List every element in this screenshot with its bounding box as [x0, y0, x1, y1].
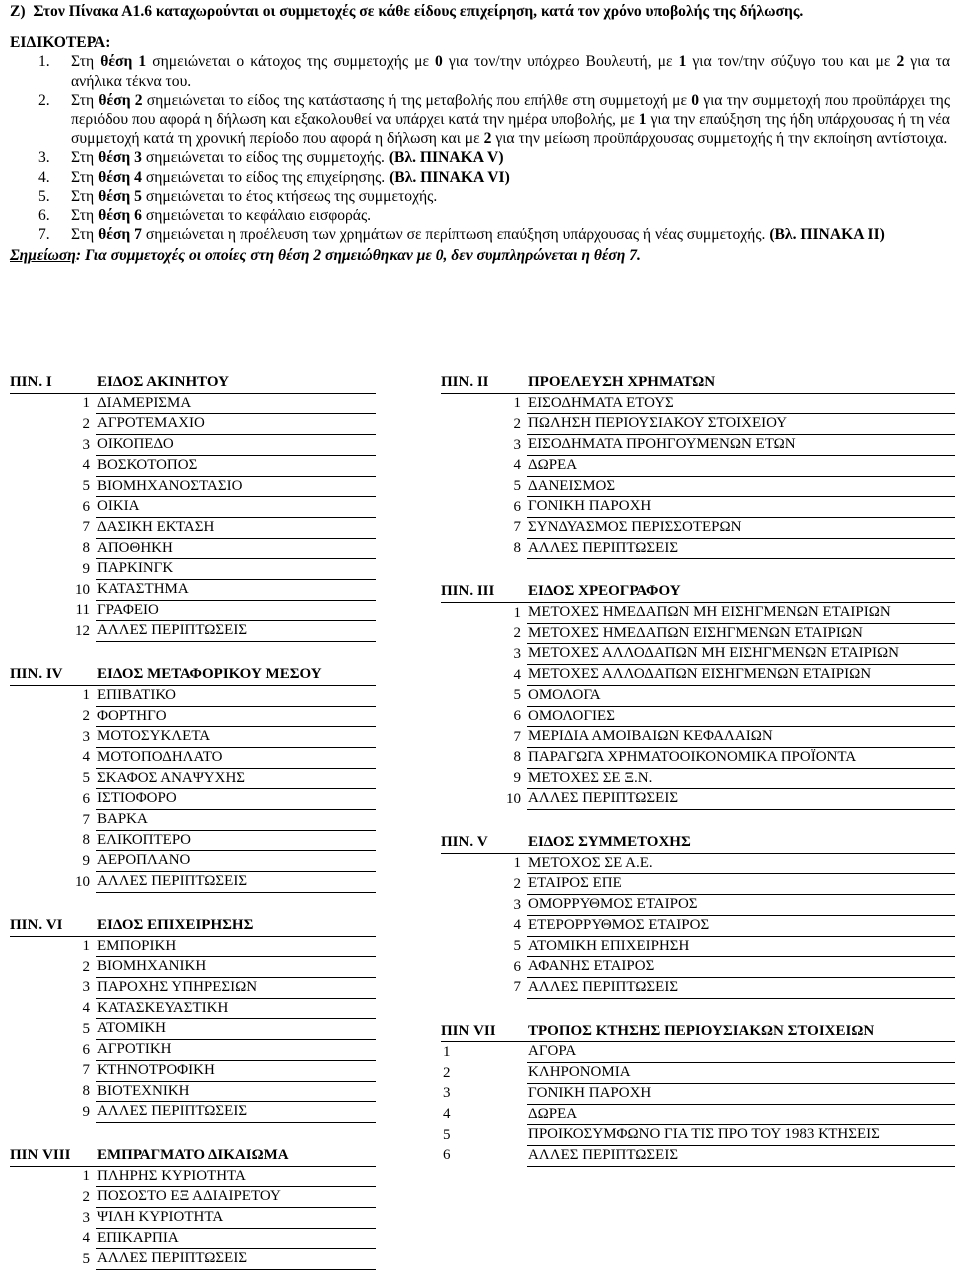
row-code: 5	[82, 478, 90, 495]
instruction-num: 7.	[38, 226, 50, 244]
row-code: 3	[513, 436, 521, 453]
row-label: ΒΟΣΚΟΤΟΠΟΣ	[96, 455, 376, 476]
row-label: ΜΕΤΟΧΕΣ ΑΛΛΟΔΑΠΩΝ ΕΙΣΗΓΜΕΝΩΝ ΕΤΑΙΡΙΩΝ	[527, 665, 955, 686]
instruction-item	[10, 52, 950, 90]
row-code: 3	[443, 1085, 451, 1102]
row-code: 6	[513, 708, 521, 725]
instruction-pre: Στη	[71, 149, 99, 167]
instruction-pre: Στη	[71, 187, 99, 205]
row-label: ΔΑΣΙΚΗ ΕΚΤΑΣΗ	[96, 517, 376, 538]
table-row	[10, 1228, 376, 1249]
code-table	[441, 373, 955, 1167]
row-code: 7	[513, 728, 521, 745]
instruction-text: σημειώνεται το είδος της συμμετοχής.	[141, 149, 389, 167]
intro-section	[10, 2, 950, 266]
instruction-item	[10, 206, 950, 225]
row-code: 2	[82, 415, 90, 432]
table-row	[10, 830, 376, 851]
instruction-key: θέση 4	[98, 168, 142, 186]
row-code: 7	[513, 519, 521, 536]
table-id: ΠΙΝ. V	[441, 833, 527, 853]
code-tables-right	[441, 373, 955, 1167]
row-label: ΜΕΤΟΧΕΣ ΣΕ Ξ.Ν.	[527, 768, 955, 789]
instruction-mid2: για τον/την υπόχρεο Βουλευτή, με	[442, 53, 679, 71]
instruction-mid1: σημειώνεται ο κάτοχος της συμμετοχής με	[146, 53, 436, 71]
instruction-num: 5.	[38, 187, 50, 205]
instruction-list	[10, 52, 950, 244]
row-label: ΕΜΠΟΡΙΚΗ	[96, 936, 376, 957]
row-label: ΑΕΡΟΠΛΑΝΟ	[96, 851, 376, 872]
row-code: 10	[75, 581, 90, 598]
row-code: 6	[513, 958, 521, 975]
instruction-key: θέση 1	[100, 53, 147, 71]
table-row	[441, 789, 955, 810]
table-row	[10, 872, 376, 893]
table-spacer	[10, 892, 376, 916]
row-label: ΜΟΤΟΣΥΚΛΕΤΑ	[96, 727, 376, 748]
row-code: 6	[82, 498, 90, 515]
table-row	[441, 1145, 955, 1166]
row-code: 5	[82, 1250, 90, 1267]
table-header	[10, 916, 376, 936]
table-id: ΠΙΝ. ΙΙ	[441, 373, 527, 393]
instruction-ref: (Βλ. ΠΙΝΑΚΑ ΙΙ)	[769, 226, 885, 244]
row-label: ΠΟΣΟΣΤΟ ΕΞ ΑΔΙΑΙΡΕΤΟΥ	[96, 1187, 376, 1208]
table-row	[441, 623, 955, 644]
instruction-item	[10, 187, 950, 206]
table-row	[10, 1208, 376, 1229]
instruction-key: θέση 5	[98, 187, 142, 205]
table-row	[10, 957, 376, 978]
row-code: 7	[82, 811, 90, 828]
row-label: ΒΙΟΜΗΧΑΝΙΚΗ	[96, 957, 376, 978]
instruction-item	[10, 148, 950, 167]
instruction-key: θέση 6	[98, 207, 142, 225]
row-label: ΑΤΟΜΙΚΗ ΕΠΙΧΕΙΡΗΣΗ	[527, 936, 955, 957]
instruction-pre: Στη	[71, 168, 99, 186]
table-id: ΠΙΝ VII	[441, 1022, 527, 1042]
row-label: ΒΑΡΚΑ	[96, 810, 376, 831]
row-label: ΕΤΑΙΡΟΣ ΕΠΕ	[527, 874, 955, 895]
row-label: ΒΙΟΜΗΧΑΝΟΣΤΑΣΙΟ	[96, 476, 376, 497]
table-row	[441, 455, 955, 476]
table-row	[10, 1249, 376, 1270]
instruction-key: θέση 3	[98, 149, 142, 167]
table-row	[10, 559, 376, 580]
row-label: ΟΜΟΡΡΥΘΜΟΣ ΕΤΑΙΡΟΣ	[527, 895, 955, 916]
table-row	[441, 706, 955, 727]
row-code: 5	[82, 1020, 90, 1037]
instruction-item	[10, 168, 950, 187]
table-row	[10, 810, 376, 831]
row-label: ΕΠΙΒΑΤΙΚΟ	[96, 685, 376, 706]
table-row	[441, 1083, 955, 1104]
instruction-v0: 0	[435, 53, 443, 71]
row-label: ΠΑΡΚΙΝΓΚ	[96, 559, 376, 580]
row-code: 1	[513, 395, 521, 412]
row-code: 1	[513, 604, 521, 621]
table-row	[10, 998, 376, 1019]
instruction-v1: 1	[638, 111, 647, 129]
row-code: 2	[82, 958, 90, 975]
row-label: ΚΑΤΑΣΚΕΥΑΣΤΙΚΗ	[96, 998, 376, 1019]
row-label: ΜΕΤΟΧΕΣ ΗΜΕΔΑΠΩΝ ΕΙΣΗΓΜΕΝΩΝ ΕΤΑΙΡΙΩΝ	[527, 623, 955, 644]
table-title: ΕΙΔΟΣ ΣΥΜΜΕΤΟΧΗΣ	[527, 833, 955, 853]
row-code: 5	[513, 938, 521, 955]
instruction-ref: (Βλ. ΠΙΝΑΚΑ V)	[388, 149, 504, 167]
row-label: ΟΜΟΛΟΓΑ	[527, 685, 955, 706]
row-code: 7	[82, 1062, 90, 1079]
row-code: 4	[443, 1106, 451, 1122]
row-code: 4	[513, 457, 521, 474]
table-spacer	[10, 1122, 376, 1146]
table-row	[10, 1166, 376, 1187]
table-row	[10, 600, 376, 621]
row-label: ΜΕΡΙΔΙΑ ΑΜΟΙΒΑΙΩΝ ΚΕΦΑΛΑΙΩΝ	[527, 727, 955, 748]
row-label: ΑΛΛΕΣ ΠΕΡΙΠΤΩΣΕΙΣ	[527, 1145, 955, 1166]
instruction-text: σημειώνεται το έτος κτήσεως της συμμετοχής.	[141, 187, 438, 205]
row-code: 1	[443, 1043, 451, 1060]
table-id: ΠΙΝ. VI	[10, 916, 96, 936]
row-label: ΕΙΣΟΔΗΜΑΤΑ ΕΤΟΥΣ	[527, 393, 955, 414]
row-label: ΚΑΤΑΣΤΗΜΑ	[96, 580, 376, 601]
row-label: ΠΛΗΡΗΣ ΚΥΡΙΟΤΗΤΑ	[96, 1166, 376, 1187]
table-row	[10, 476, 376, 497]
table-row	[10, 706, 376, 727]
row-code: 6	[513, 498, 521, 515]
table-header	[10, 1146, 376, 1166]
table-title: ΕΙΔΟΣ ΧΡΕΟΓΡΑΦΟΥ	[527, 582, 955, 602]
row-code: 1	[82, 938, 90, 955]
table-spacer	[441, 998, 955, 1022]
instruction-ref: (Βλ. ΠΙΝΑΚΑ VI)	[389, 168, 510, 186]
table-row	[10, 685, 376, 706]
instruction-pre: Στη	[71, 91, 99, 109]
table-row	[10, 747, 376, 768]
row-code: 3	[82, 728, 90, 745]
row-label: ΓΡΑΦΕΙΟ	[96, 600, 376, 621]
table-row	[10, 393, 376, 414]
instruction-num: 4.	[38, 168, 50, 186]
row-code: 1	[513, 855, 521, 872]
row-code: 4	[82, 1000, 90, 1017]
instruction-num: 3.	[38, 149, 50, 167]
row-code: 9	[82, 1103, 90, 1120]
row-label: ΑΛΛΕΣ ΠΕΡΙΠΤΩΣΕΙΣ	[96, 1249, 376, 1270]
row-code: 5	[513, 478, 521, 495]
row-label: ΦΟΡΤΗΓΟ	[96, 706, 376, 727]
row-code: 10	[506, 790, 521, 807]
row-code: 8	[513, 540, 521, 557]
row-code: 7	[513, 979, 521, 996]
row-label: ΓΟΝΙΚΗ ΠΑΡΟΧΗ	[527, 1083, 955, 1104]
note	[10, 246, 950, 265]
table-id: ΠΙΝ VIII	[10, 1146, 96, 1166]
row-label: ΑΛΛΕΣ ΠΕΡΙΠΤΩΣΕΙΣ	[96, 1102, 376, 1123]
table-header	[10, 373, 376, 393]
table-row	[10, 1060, 376, 1081]
table-row	[441, 1104, 955, 1125]
row-label: ΑΛΛΕΣ ΠΕΡΙΠΤΩΣΕΙΣ	[527, 538, 955, 559]
table-row	[10, 497, 376, 518]
row-label: ΙΣΤΙΟΦΟΡΟ	[96, 789, 376, 810]
table-row	[10, 517, 376, 538]
table-row	[10, 977, 376, 998]
row-code: 6	[82, 790, 90, 807]
table-title: ΠΡΟΕΛΕΥΣΗ ΧΡΗΜΑΤΩΝ	[527, 373, 955, 393]
table-row	[441, 1125, 955, 1146]
instruction-num: 1.	[38, 53, 50, 71]
row-label: ΑΤΟΜΙΚΗ	[96, 1019, 376, 1040]
table-title: ΕΙΔΟΣ ΕΠΙΧΕΙΡΗΣΗΣ	[96, 916, 376, 936]
instruction-item	[10, 225, 950, 244]
table-title: ΕΙΔΟΣ ΜΕΤΑΦΟΡΙΚΟΥ ΜΕΣΟΥ	[96, 665, 376, 685]
row-label: ΓΟΝΙΚΗ ΠΑΡΟΧΗ	[527, 497, 955, 518]
table-row	[10, 538, 376, 559]
table-spacer	[441, 559, 955, 583]
row-label: ΟΙΚΟΠΕΔΟ	[96, 435, 376, 456]
section-heading: ΕΙΔΙΚΟΤΕΡΑ:	[10, 34, 111, 52]
instruction-text: σημειώνεται το είδος της επιχείρησης.	[141, 168, 390, 186]
table-row	[441, 1063, 955, 1084]
row-code: 5	[513, 687, 521, 704]
row-label: ΑΛΛΕΣ ΠΕΡΙΠΤΩΣΕΙΣ	[96, 621, 376, 642]
row-label: ΑΓΟΡΑ	[527, 1042, 955, 1063]
instruction-num: 2.	[38, 91, 50, 109]
table-row	[10, 414, 376, 435]
row-code: 2	[513, 415, 521, 432]
row-code: 4	[82, 457, 90, 474]
section-title-prefix: Ζ)	[10, 3, 26, 20]
row-code: 4	[513, 917, 521, 934]
instruction-mid3: για την επαύξηση της ήδη υπάρχουσας ή τη νέα συμμετοχή κατά τη χρονική περίοδο που αφορά η δήλωση και με	[71, 111, 950, 148]
table-row	[10, 455, 376, 476]
table-row	[441, 644, 955, 665]
instruction-pre: Στη	[71, 53, 101, 71]
table-row	[441, 414, 955, 435]
row-label: ΑΓΡΟΤΕΜΑΧΙΟ	[96, 414, 376, 435]
row-code: 5	[443, 1126, 451, 1143]
row-code: 2	[443, 1064, 451, 1081]
row-code: 2	[513, 625, 521, 642]
instruction-pre: Στη	[71, 226, 99, 244]
row-label: ΑΛΛΕΣ ΠΕΡΙΠΤΩΣΕΙΣ	[527, 977, 955, 998]
row-label: ΜΕΤΟΧΕΣ ΑΛΛΟΔΑΠΩΝ ΜΗ ΕΙΣΗΓΜΕΝΩΝ ΕΤΑΙΡΙΩΝ	[527, 644, 955, 665]
instruction-mid2: για την συμμετοχή που προϋπάρχει της περιόδου που αφορά η δήλωση και εξακολουθεί να υπάρχει κατά την ημέρα υποβολής, με	[71, 91, 950, 129]
table-row	[441, 727, 955, 748]
instruction-text: σημειώνεται το κεφάλαιο εισφοράς.	[141, 207, 372, 225]
row-label: ΑΓΡΟΤΙΚΗ	[96, 1040, 376, 1061]
row-code: 2	[82, 1188, 90, 1205]
table-row	[441, 936, 955, 957]
row-code: 1	[82, 687, 90, 704]
table-row	[10, 727, 376, 748]
row-code: 4	[513, 666, 521, 683]
table-id: ΠΙΝ. IV	[10, 665, 96, 685]
instruction-v2: 2	[483, 130, 492, 148]
table-row	[441, 957, 955, 978]
instruction-key: θέση 2	[98, 91, 143, 109]
table-row	[441, 603, 955, 624]
row-label: ΔΩΡΕΑ	[527, 1104, 955, 1125]
table-header	[441, 833, 955, 853]
row-label: ΑΛΛΕΣ ΠΕΡΙΠΤΩΣΕΙΣ	[527, 789, 955, 810]
section-title	[10, 2, 950, 21]
table-header	[441, 1022, 955, 1042]
instruction-mid1: σημειώνεται το είδος της κατάστασης ή της μεταβολής που επήλθε στη συμμετοχή με	[142, 91, 692, 109]
instruction-item	[10, 91, 950, 149]
instruction-post: για τα ανήλικα τέκνα του.	[71, 53, 951, 90]
row-label: ΣΚΑΦΟΣ ΑΝΑΨΥΧΗΣ	[96, 768, 376, 789]
table-row	[441, 853, 955, 874]
table-row	[441, 435, 955, 456]
row-code: 3	[513, 645, 521, 662]
row-label: ΨΙΛΗ ΚΥΡΙΟΤΗΤΑ	[96, 1208, 376, 1229]
row-label: ΒΙΟΤΕΧΝΙΚΗ	[96, 1081, 376, 1102]
row-label: ΚΤΗΝΟΤΡΟΦΙΚΗ	[96, 1060, 376, 1081]
table-spacer	[441, 810, 955, 834]
row-label: ΠΩΛΗΣΗ ΠΕΡΙΟΥΣΙΑΚΟΥ ΣΤΟΙΧΕΙΟΥ	[527, 414, 955, 435]
table-spacer	[10, 642, 376, 666]
row-label: ΠΑΡΟΧΗΣ ΥΠΗΡΕΣΙΩΝ	[96, 977, 376, 998]
code-table	[10, 373, 376, 1270]
instruction-num: 6.	[38, 207, 50, 225]
note-label: Σημείωση	[10, 247, 76, 265]
instruction-mid3: για τον/την σύζυγο του και με	[686, 53, 897, 71]
row-label: ΚΛΗΡΟΝΟΜΙΑ	[527, 1063, 955, 1084]
table-row	[441, 538, 955, 559]
table-title: ΤΡΟΠΟΣ ΚΤΗΣΗΣ ΠΕΡΙΟΥΣΙΑΚΩΝ ΣΤΟΙΧΕΙΩΝ	[527, 1022, 955, 1042]
row-code: 9	[82, 852, 90, 869]
row-code: 5	[82, 770, 90, 787]
table-row	[441, 476, 955, 497]
row-label: ΟΜΟΛΟΓΙΕΣ	[527, 706, 955, 727]
row-code: 8	[82, 832, 90, 849]
row-label: ΠΡΟΙΚΟΣΥΜΦΩΝΟ ΓΙΑ ΤΙΣ ΠΡΟ ΤΟΥ 1983 ΚΤΗΣΕΙΣ	[527, 1125, 955, 1146]
table-row	[10, 1102, 376, 1123]
instruction-text: σημειώνεται η προέλευση των χρημάτων σε περίπτωση επαύξηση υπάρχουσας ή νέας συμμετοχής.	[141, 226, 770, 244]
instruction-post: για την μείωση προϋπάρχουσας συμμετοχής ή την εκποίηση αντίστοιχα.	[491, 130, 948, 148]
table-row	[441, 1042, 955, 1063]
table-row	[441, 747, 955, 768]
row-code: 1	[82, 1168, 90, 1185]
row-label: ΔΩΡΕΑ	[527, 455, 955, 476]
row-label: ΔΑΝΕΙΣΜΟΣ	[527, 476, 955, 497]
table-row	[441, 915, 955, 936]
row-label: ΕΛΙΚΟΠΤΕΡΟ	[96, 830, 376, 851]
row-label: ΜΕΤΟΧΕΣ ΗΜΕΔΑΠΩΝ ΜΗ ΕΙΣΗΓΜΕΝΩΝ ΕΤΑΙΡΙΩΝ	[527, 603, 955, 624]
row-label: ΑΦΑΝΗΣ ΕΤΑΙΡΟΣ	[527, 957, 955, 978]
row-label: ΑΠΟΘΗΚΗ	[96, 538, 376, 559]
row-label: ΕΠΙΚΑΡΠΙΑ	[96, 1228, 376, 1249]
instruction-pre: Στη	[71, 207, 99, 225]
table-row	[10, 936, 376, 957]
row-code: 11	[75, 602, 90, 619]
table-row	[441, 517, 955, 538]
table-row	[441, 874, 955, 895]
table-title: ΕΜΠΡΑΓΜΑΤΟ ΔΙΚΑΙΩΜΑ	[96, 1146, 376, 1166]
table-header	[441, 582, 955, 602]
table-row	[10, 580, 376, 601]
instruction-v1: 1	[678, 53, 687, 71]
table-row	[441, 977, 955, 998]
table-row	[10, 789, 376, 810]
table-row	[10, 1040, 376, 1061]
row-code: 9	[513, 770, 521, 787]
table-row	[10, 1081, 376, 1102]
table-row	[441, 685, 955, 706]
row-code: 8	[82, 1083, 90, 1099]
row-code: 9	[82, 560, 90, 577]
table-row	[441, 895, 955, 916]
table-row	[10, 768, 376, 789]
row-code: 4	[82, 749, 90, 766]
row-label: ΟΙΚΙΑ	[96, 497, 376, 518]
row-label: ΔΙΑΜΕΡΙΣΜΑ	[96, 393, 376, 414]
table-title: ΕΙΔΟΣ ΑΚΙΝΗΤΟΥ	[96, 373, 376, 393]
row-label: ΜΟΤΟΠΟΔΗΛΑΤΟ	[96, 747, 376, 768]
row-label: ΕΙΣΟΔΗΜΑΤΑ ΠΡΟΗΓΟΥΜΕΝΩΝ ΕΤΩΝ	[527, 435, 955, 456]
note-text: : Για συμμετοχές οι οποίες στη θέση 2 σημειώθηκαν με 0, δεν συμπληρώνεται η θέση 7.	[75, 247, 641, 265]
row-code: 12	[75, 622, 90, 639]
row-code: 4	[82, 1230, 90, 1247]
row-code: 1	[82, 395, 90, 412]
table-header	[441, 373, 955, 393]
table-row	[10, 851, 376, 872]
table-row	[10, 1187, 376, 1208]
row-label: ΕΤΕΡΟΡΡΥΘΜΟΣ ΕΤΑΙΡΟΣ	[527, 915, 955, 936]
row-code: 3	[82, 979, 90, 996]
row-code: 3	[513, 896, 521, 913]
row-code: 3	[82, 436, 90, 453]
table-row	[10, 435, 376, 456]
row-label: ΑΛΛΕΣ ΠΕΡΙΠΤΩΣΕΙΣ	[96, 872, 376, 893]
row-label: ΣΥΝΔΥΑΣΜΟΣ ΠΕΡΙΣΣΟΤΕΡΩΝ	[527, 517, 955, 538]
row-code: 2	[513, 875, 521, 892]
code-tables-left	[10, 373, 376, 1270]
section-title-text: Στον Πίνακα Α1.6 καταχωρούνται οι συμμετοχές σε κάθε είδους επιχείρηση, κατά τον χρόνο υποβολής της δήλωσης.	[33, 3, 804, 20]
table-row	[441, 768, 955, 789]
row-code: 10	[75, 873, 90, 890]
row-code: 8	[82, 540, 90, 557]
row-code: 7	[82, 519, 90, 536]
row-code: 3	[82, 1209, 90, 1226]
row-label: ΠΑΡΑΓΩΓΑ ΧΡΗΜΑΤΟΟΙΚΟΝΟΜΙΚΑ ΠΡΟΪΟΝΤΑ	[527, 747, 955, 768]
row-code: 8	[513, 749, 521, 766]
table-id: ΠΙΝ. ΙΙΙ	[441, 582, 527, 602]
row-label: ΜΕΤΟΧΟΣ ΣΕ Α.Ε.	[527, 853, 955, 874]
table-row	[441, 393, 955, 414]
row-code: 6	[82, 1041, 90, 1058]
table-row	[10, 1019, 376, 1040]
row-code: 6	[443, 1147, 451, 1164]
instruction-key: θέση 7	[98, 226, 142, 244]
table-row	[441, 497, 955, 518]
instruction-v2: 2	[896, 53, 905, 71]
row-code: 2	[82, 708, 90, 725]
table-header	[10, 665, 376, 685]
table-row	[441, 665, 955, 686]
table-id: ΠΙΝ. Ι	[10, 373, 96, 393]
table-row	[10, 621, 376, 642]
instruction-v0: 0	[691, 91, 700, 109]
